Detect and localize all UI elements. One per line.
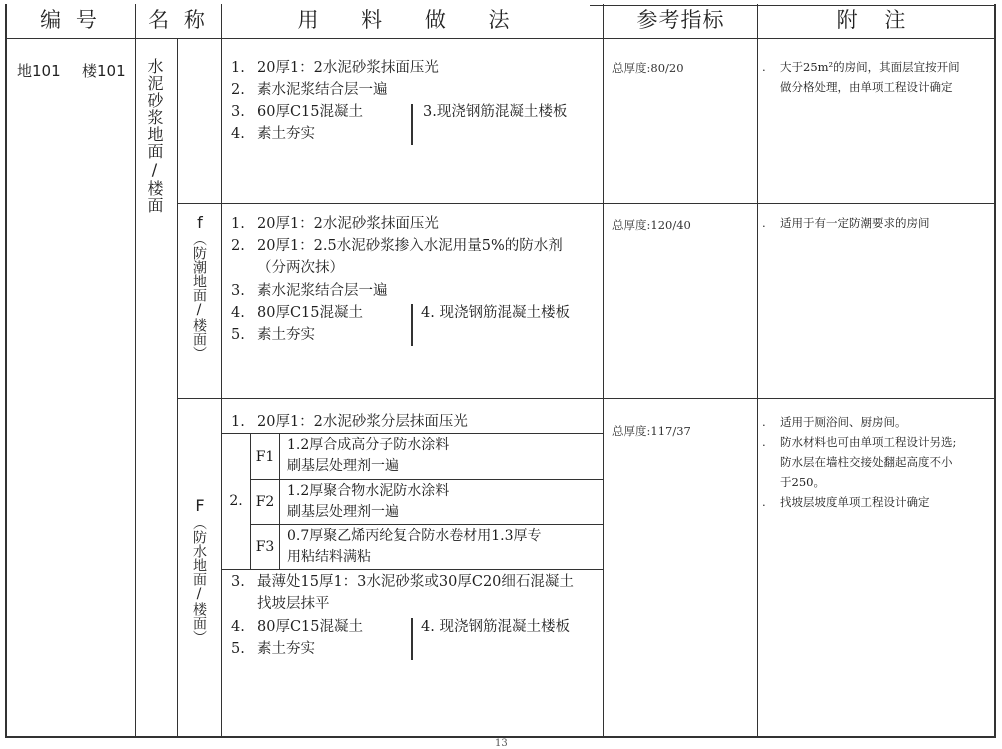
step: （分两次抹） xyxy=(257,260,344,276)
step: 找坡层抹平 xyxy=(257,596,330,612)
subtable-col-divider xyxy=(279,433,280,569)
table-border-right xyxy=(994,4,996,738)
step: 5. 素土夯实 xyxy=(231,641,315,657)
option-code: F1 xyxy=(255,448,275,465)
step: 1. 20厚1：2水泥砂浆分层抹面压光 xyxy=(231,414,468,430)
row-divider-1 xyxy=(177,203,995,204)
variant-letter-F: F xyxy=(195,496,205,515)
waterproof-step-number: 2. xyxy=(229,493,243,509)
step: 1. 20厚1：2水泥砂浆抹面压光 xyxy=(231,60,439,76)
step: 4. 80厚C15混凝土 xyxy=(231,305,363,321)
table-border-left xyxy=(5,4,7,738)
option-code: F3 xyxy=(255,539,275,555)
header-code: 编 号 xyxy=(40,8,101,32)
step: 3. 60厚C15混凝土 xyxy=(231,104,363,120)
header-name: 名 称 xyxy=(148,8,209,32)
divider-method-reference xyxy=(603,4,604,737)
code-ground: 地101 xyxy=(17,62,61,80)
divider-name-inner xyxy=(177,38,178,737)
step: 2. 20厚1：2.5水泥砂浆掺入水泥用量5%的防水剂 xyxy=(231,238,563,254)
header-reference: 参考指标 xyxy=(636,8,725,32)
option-text: 1.2厚合成高分子防水涂料 刷基层处理剂一遍 xyxy=(287,437,450,474)
step: 3. 素水泥浆结合层一遍 xyxy=(231,283,388,299)
subtable-bottom xyxy=(221,569,603,570)
option-code: F2 xyxy=(255,494,275,510)
floor-alternative: 3.现浇钢筋混凝土楼板 xyxy=(423,104,568,120)
page-number: 13 xyxy=(495,738,508,749)
floor-alt-divider xyxy=(411,618,413,660)
floor-alt-divider xyxy=(411,104,413,145)
floor-alt-divider xyxy=(411,304,413,346)
variant-letter-f: f xyxy=(197,213,203,232)
note-item: . 适用于厕浴间、厨房间。 xyxy=(762,415,907,429)
header-method: 用 料 做 法 xyxy=(297,8,528,32)
option-text: 0.7厚聚乙烯丙纶复合防水卷材用1.3厚专 用粘结料满粘 xyxy=(287,528,542,565)
row-divider-2 xyxy=(177,398,995,399)
step: 3. 最薄处15厚1：3水泥砂浆或30厚C20细石混凝土 xyxy=(231,574,574,590)
reference-thickness: 总厚度:120/40 xyxy=(612,218,691,232)
step: 1. 20厚1：2水泥砂浆抹面压光 xyxy=(231,216,439,232)
subtable-row-divider xyxy=(250,524,603,525)
header-notes: 附 注 xyxy=(836,8,916,32)
variant-subtitle-F: （防水地面/楼面） xyxy=(191,516,207,644)
note-item: . 大于25m²的房间，其面层宜按开间 做分格处理，由单项工程设计确定 xyxy=(762,60,960,94)
step: 2. 素水泥浆结合层一遍 xyxy=(231,82,388,98)
floor-alternative: 4. 现浇钢筋混凝土楼板 xyxy=(421,619,570,635)
material-name: 水泥砂浆地面/楼面 xyxy=(145,58,164,214)
option-text: 1.2厚聚合物水泥防水涂料 刷基层处理剂一遍 xyxy=(287,483,450,520)
note-item: . 适用于有一定防潮要求的房间 xyxy=(762,216,930,230)
divider-code-name xyxy=(135,4,136,737)
step: 4. 素土夯实 xyxy=(231,126,315,142)
variant-subtitle-f: （防潮地面/楼面） xyxy=(191,232,207,360)
step: 4. 80厚C15混凝土 xyxy=(231,619,363,635)
code-floor: 楼101 xyxy=(82,62,126,80)
subtable-row-divider xyxy=(250,479,603,480)
divider-reference-notes xyxy=(757,4,758,737)
note-item: . 防水材料也可由单项工程设计另选; 防水层在墙柱交接处翻起高度不小 于250。 xyxy=(762,435,957,489)
note-item: . 找坡层坡度单项工程设计确定 xyxy=(762,495,930,509)
reference-thickness: 总厚度:80/20 xyxy=(612,61,684,75)
floor-alternative: 4. 现浇钢筋混凝土楼板 xyxy=(421,305,570,321)
divider-name-method xyxy=(221,4,222,737)
reference-thickness: 总厚度:117/37 xyxy=(612,424,691,438)
header-bottom-rule xyxy=(5,38,995,39)
step: 5. 素土夯实 xyxy=(231,327,315,343)
